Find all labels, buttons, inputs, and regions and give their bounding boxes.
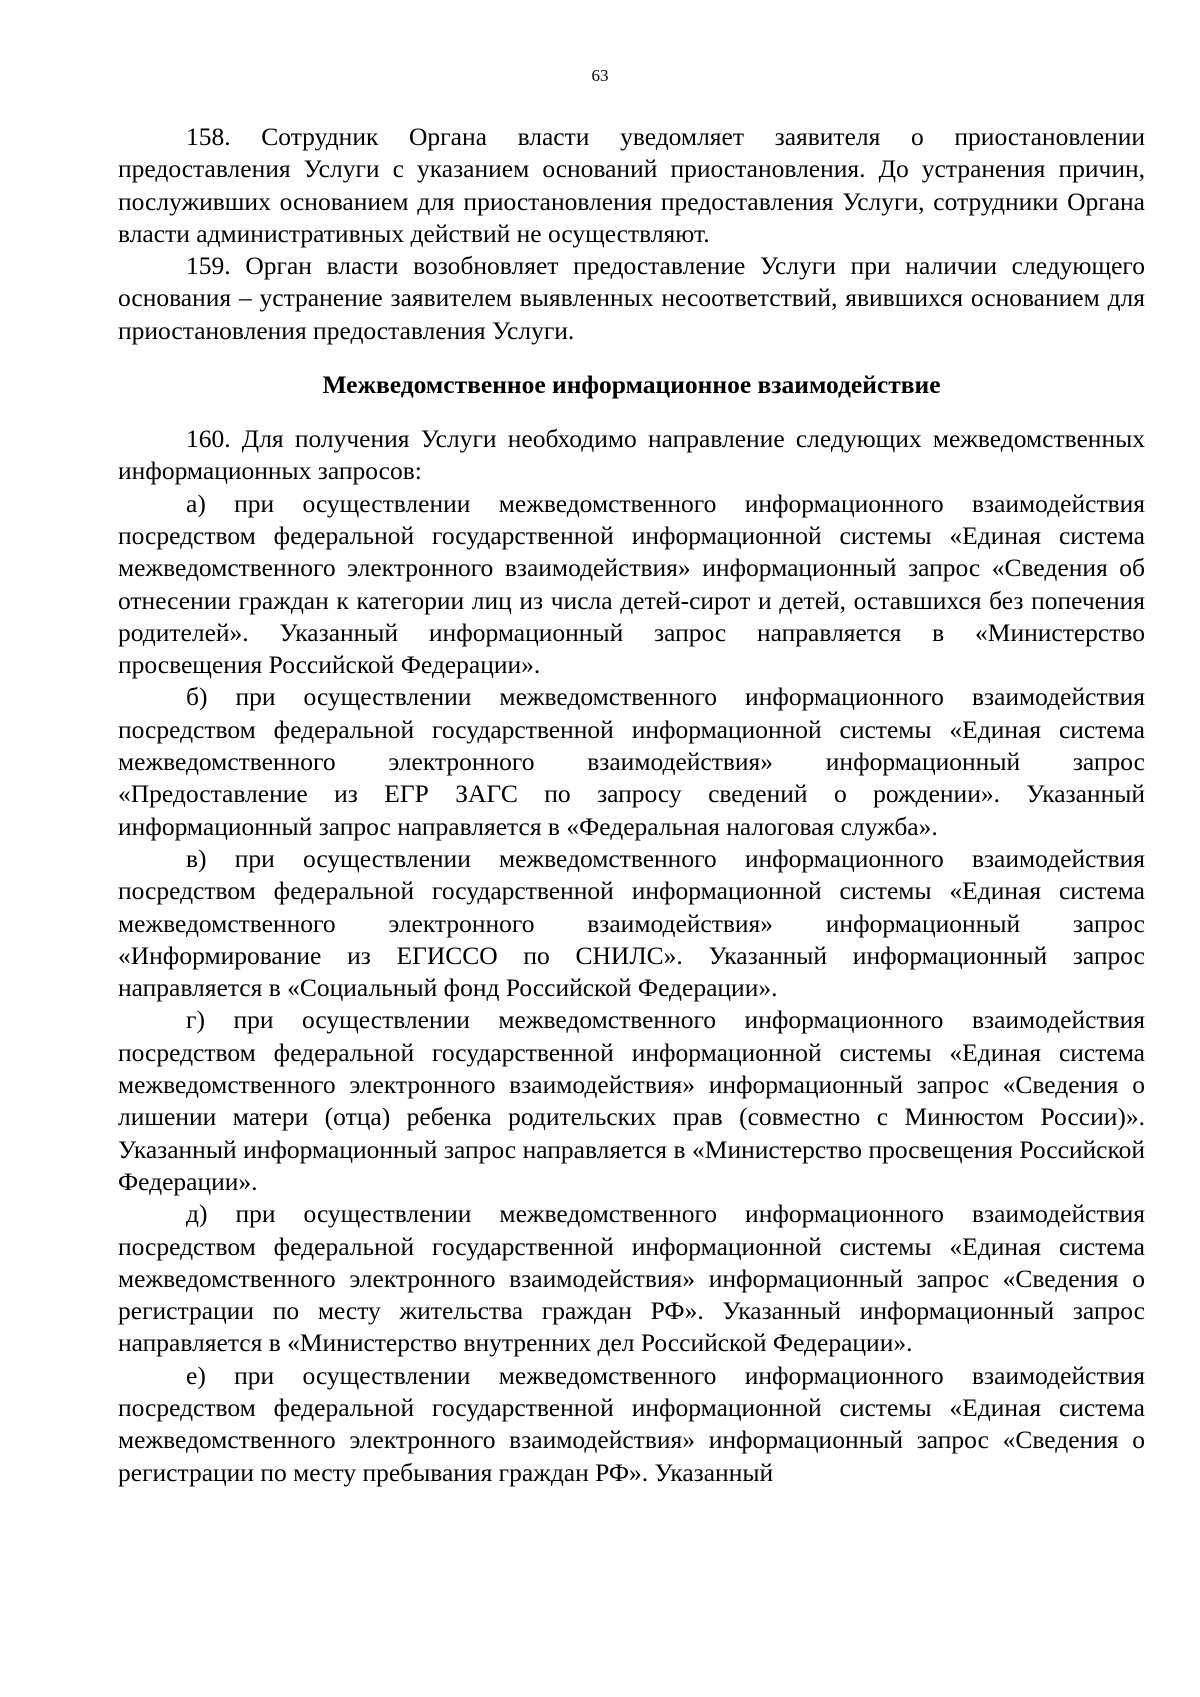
page-number: 63 xyxy=(591,66,609,85)
list-item-v: в) при осуществлении межведомственного информационного взаимодействия посредством федеральной государственной информационной системы «Единая система межведомственного электронного взаимодействия» информационный запрос «Информирование из ЕГИССО по СНИЛС». Указанный информационный запрос направляется в «Социальный фонд Российской Федерации». xyxy=(118,843,1145,1003)
list-item-a: а) при осуществлении межведомственного информационного взаимодействия посредством федеральной государственной информационной системы «Единая система межведомственного электронного взаимодействия» информационный запрос «Сведения об отнесении граждан к категории лиц из числа детей-сирот и детей, оставшихся без попечения родителей». Указанный информационный запрос направляется в «Министерство просвещения Российской Федерации». xyxy=(118,488,1145,680)
paragraph-158: 158. Сотрудник Органа власти уведомляет заявителя о приостановлении предоставления Услуги с указанием оснований приостановления. До устранения причин, послуживших основанием для приостановления предоставления Услуги, сотрудники Органа власти административных действий не осуществляют. xyxy=(118,122,1145,248)
list-item-g: г) при осуществлении межведомственного информационного взаимодействия посредством федеральной государственной информационной системы «Единая система межведомственного электронного взаимодействия» информационный запрос «Сведения о лишении матери (отца) ребенка родительских прав (совместно с Минюстом России)». Указанный информационный запрос направляется в «Министерство просвещения Российской Федерации». xyxy=(118,1005,1145,1196)
paragraph-159: 159. Орган власти возобновляет предоставление Услуги при наличии следующего основания – устранение заявителем выявленных несоответствий, явившихся основанием для приостановления предоставления Услуги. xyxy=(118,251,1145,345)
list-item-e: е) при осуществлении межведомственного информационного взаимодействия посредством федеральной государственной информационной системы «Единая система межведомственного электронного взаимодействия» информационный запрос «Сведения о регистрации по месту пребывания граждан РФ». Указанный xyxy=(118,1360,1145,1487)
list-item-d: д) при осуществлении межведомственного информационного взаимодействия посредством федеральной государственной информационной системы «Единая система межведомственного электронного взаимодействия» информационный запрос «Сведения о регистрации по месту жительства граждан РФ». Указанный информационный запрос направляется в «Министерство внутренних дел Российской Федерации». xyxy=(118,1199,1145,1358)
section-heading: Межведомственное информационное взаимодействие xyxy=(322,370,941,400)
document-body xyxy=(118,121,1145,1489)
paragraph-160: 160. Для получения Услуги необходимо направление следующих межведомственных информационных запросов: xyxy=(118,424,1145,486)
list-item-b: б) при осуществлении межведомственного информационного взаимодействия посредством федеральной государственной информационной системы «Единая система межведомственного электронного взаимодействия» информационный запрос «Предоставление из ЕГР ЗАГС по запросу сведений о рождении». Указанный информационный запрос направляется в «Федеральная налоговая служба». xyxy=(118,682,1145,841)
